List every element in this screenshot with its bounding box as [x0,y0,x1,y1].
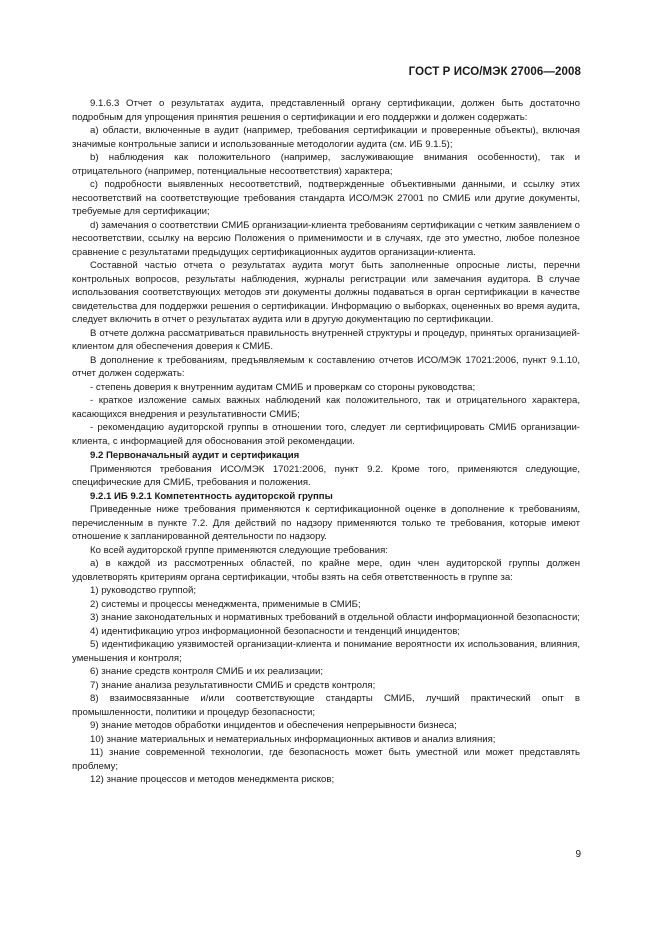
list-item: - степень доверия к внутренним аудитам СМИБ и проверкам со стороны руководства; [90,381,476,393]
list-item: a) в каждой из рассмотренных областей, по крайне мере, один член аудиторской группы должен удовлетворять критериям органа сертификации, чтобы взять на себя ответственность в группе за: [72,558,580,583]
list-item: d) замечания о соответствии СМИБ организации-клиента требованиям сертификации с четким заявлением о несоответствии, ссылку на версию Положения о применимости и в случаях, где это уместно, любое полезное сравнение с результатами предыдущих сертификационных аудитов организации-клиента. [72,219,580,258]
section-heading: 9.2 Первоначальный аудит и сертификация [90,450,300,461]
list-item: 11) знание современной технологии, где безопасность может быть уместной или может представлять проблему; [72,747,580,772]
paragraph: Ко всей аудиторской группе применяются следующие требования: [90,544,388,556]
list-item: c) подробности выявленных несоответствий, подтвержденные объективными данными, и ссылку этих несоответствий на соответствующие требования стандарта ИСО/МЭК 27001 по СМИБ или другие документы, требуемые для сертификации; [72,179,580,217]
list-item: - рекомендацию аудиторской группы в отношении того, следует ли сертифицировать СМИБ организации-клиента, с информацией для обоснования этой рекомендации. [72,422,580,447]
list-item: 1) руководство группой; [90,585,197,596]
running-header: ГОСТ Р ИСО/МЭК 27006—2008 [408,66,581,78]
page-number: 9 [575,849,581,860]
subsection-heading: 9.2.1 ИБ 9.2.1 Компетентность аудиторской группы [90,490,333,502]
list-item: 7) знание анализа результативности СМИБ и средств контроля; [90,679,376,691]
list-item: 5) идентификацию уязвимостей организации-клиента и понимание вероятности их использования, влияния, уменьшения и контроля; [72,639,580,664]
paragraph: 9.1.6.3 Отчет о результатах аудита, представленный органу сертификации, должен быть достаточно подробным для упрощения принятия решения о сертификации и его поддержки и должен содержать: [72,98,580,123]
paragraph: В дополнение к требованиям, предъявляемым к составлению отчетов ИСО/МЭК 17021:2006, пункт 9.1.10, отчет должен содержать: [72,354,580,379]
list-item: 2) системы и процессы менеджмента, применимые в СМИБ; [90,598,361,610]
list-item: 9) знание методов обработки инцидентов и обеспечения непрерывности бизнеса; [90,720,457,731]
list-item: 10) знание материальных и нематериальных информационных активов и анализ влияния; [90,733,496,745]
list-item: 12) знание процессов и методов менеджмента рисков; [90,774,335,785]
paragraph: В отчете должна рассматриваться правильность внутренней структуры и процедур, принятых организацией-клиентом для обеспечения доверия к СМИБ. [72,327,580,352]
paragraph: Применяются требования ИСО/МЭК 17021:2006, пункт 9.2. Кроме того, применяются следующие, специфические для СМИБ, требования и положения. [72,463,580,488]
list-item: 3) знание законодательных и нормативных требований в отдельной области информационной безопасности; [90,612,580,623]
list-item: 6) знание средств контроля СМИБ и их реализации; [90,666,324,677]
list-item: - краткое изложение самых важных наблюдений как положительного, так и отрицательного характера, касающихся внедрения и результативности СМИБ; [72,395,580,420]
body-text [72,97,580,787]
list-item: 4) идентификацию угроз информационной безопасности и тенденций инцидентов; [90,625,460,637]
list-item: a) области, включенные в аудит (например, требования сертификации и проверенные объекты), включая значимые контрольные записи и использованные методологии аудита (см. ИБ 9.1.5); [72,125,580,150]
list-item: b) наблюдения как положительного (например, заслуживающие внимания особенности), так и отрицательного (например, потенциальные несоответствия) характера; [72,152,580,177]
paragraph: Составной частью отчета о результатах аудита могут быть заполненные опросные листы, перечни контрольных вопросов, результаты наблюдения, журналы регистрации или замечания аудитора. В случае использования соответствующих методов эти документы должны подаваться в орган сертификации в качестве свидетельства для поддержки решения о сертификации. Информацию о выборках, оцененных во время аудита, следует включить в отчет о результатах аудита или в другую документацию по сертификации. [72,260,580,325]
paragraph: Приведенные ниже требования применяются к сертификационной оценке в дополнение к требованиям, перечисленным в пункте 7.2. Для действий по надзору применяются только те требования, которые имеют отношение к запланированной деятельности по надзору. [72,504,580,542]
list-item: 8) взаимосвязанные и/или соответствующие стандарты СМИБ, лучший практический опыт в промышленности, политики и процедур безопасности; [72,693,580,718]
